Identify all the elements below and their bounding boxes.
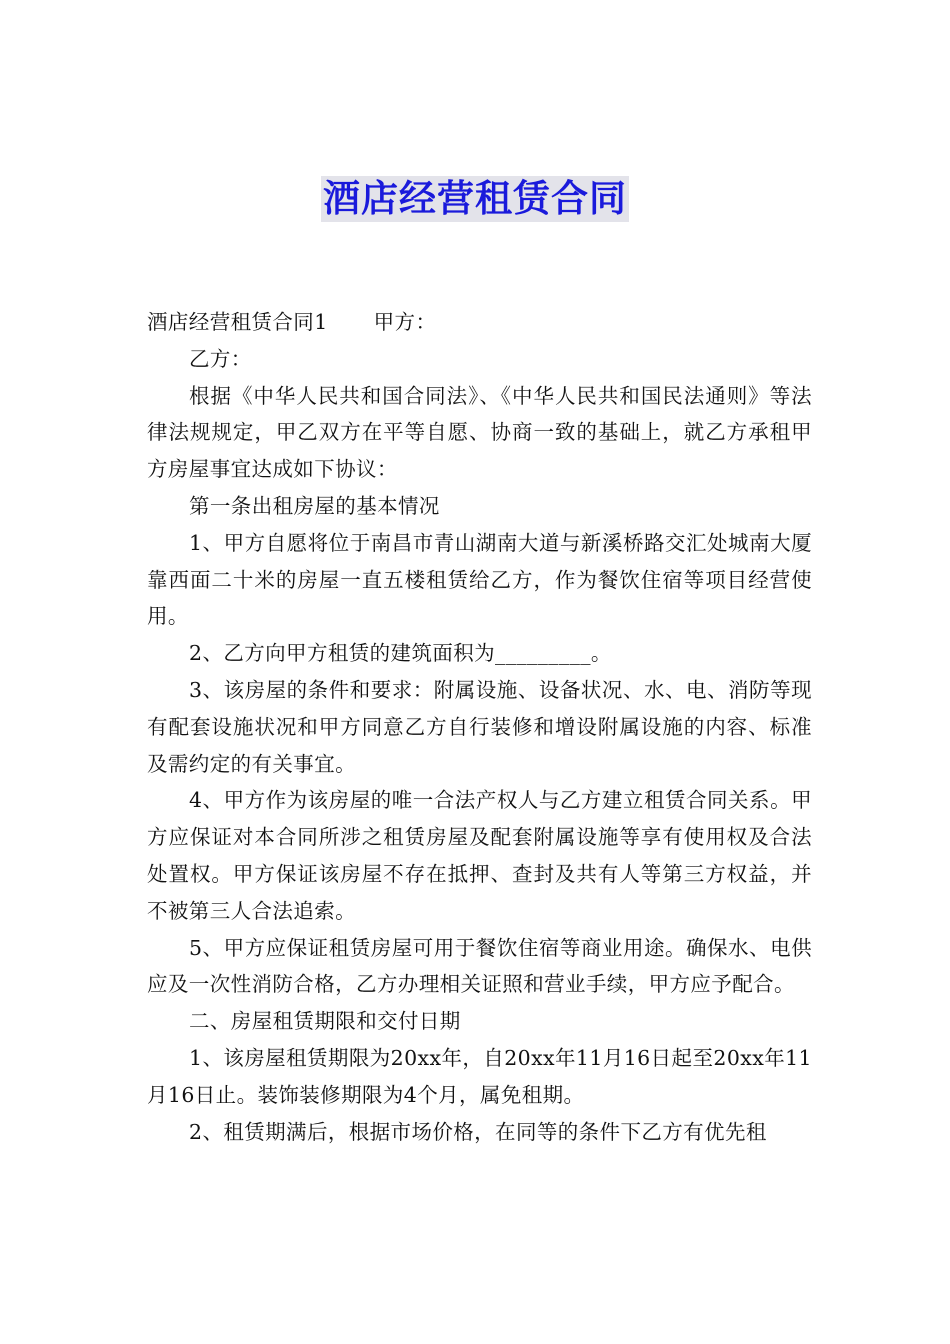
clause-1-4: 4、甲方作为该房屋的唯一合法产权人与乙方建立租赁合同关系。甲方应保证对本合同所涉之租赁房屋及配套附属设施等享有使用权及合法处置权。甲方保证该房屋不存在抵押、查封及共有人等第三方权益，并不被第三人合法追索。 [147, 788, 812, 923]
paragraph-party-b: 乙方： [189, 346, 252, 371]
clause-1-3: 3、该房屋的条件和要求：附属设施、设备状况、水、电、消防等现有配套设施状况和甲方同意乙方自行装修和增设附属设施的内容、标准及需约定的有关事宜。 [147, 677, 812, 776]
paragraph-preamble: 根据《中华人民共和国合同法》、《中华人民共和国民法通则》等法律法规规定，甲乙双方在平等自愿、协商一致的基础上，就乙方承租甲方房屋事宜达成如下协议： [147, 383, 812, 482]
clause-1-2: 2、乙方向甲方租赁的建筑面积为_________。 [189, 641, 612, 666]
clause-2-1: 1、该房屋租赁期限为20xx年，自20xx年11月16日起至20xx年11月16日止。装饰装修期限为4个月，属免租期。 [147, 1045, 812, 1107]
heading-line [147, 304, 812, 341]
section-heading-1: 第一条出租房屋的基本情况 [189, 493, 440, 518]
doc-name: 酒店经营租赁合同1 [147, 310, 328, 334]
section-heading-2: 二、房屋租赁期限和交付日期 [189, 1009, 461, 1034]
clause-1-5: 5、甲方应保证租赁房屋可用于餐饮住宿等商业用途。确保水、电供应及一次性消防合格，乙方办理相关证照和营业手续，甲方应予配合。 [147, 935, 812, 997]
document-title: 酒店经营租赁合同 [323, 177, 627, 220]
party-a-label: 甲方： [373, 310, 437, 334]
title-container [0, 176, 950, 222]
document-body [147, 304, 812, 1150]
clause-2-2: 2、租赁期满后，根据市场价格，在同等的条件下乙方有优先租 [189, 1119, 767, 1144]
clause-1-1: 1、甲方自愿将位于南昌市青山湖南大道与新溪桥路交汇处城南大厦靠西面二十米的房屋一直五楼租赁给乙方，作为餐饮住宿等项目经营使用。 [147, 530, 812, 629]
